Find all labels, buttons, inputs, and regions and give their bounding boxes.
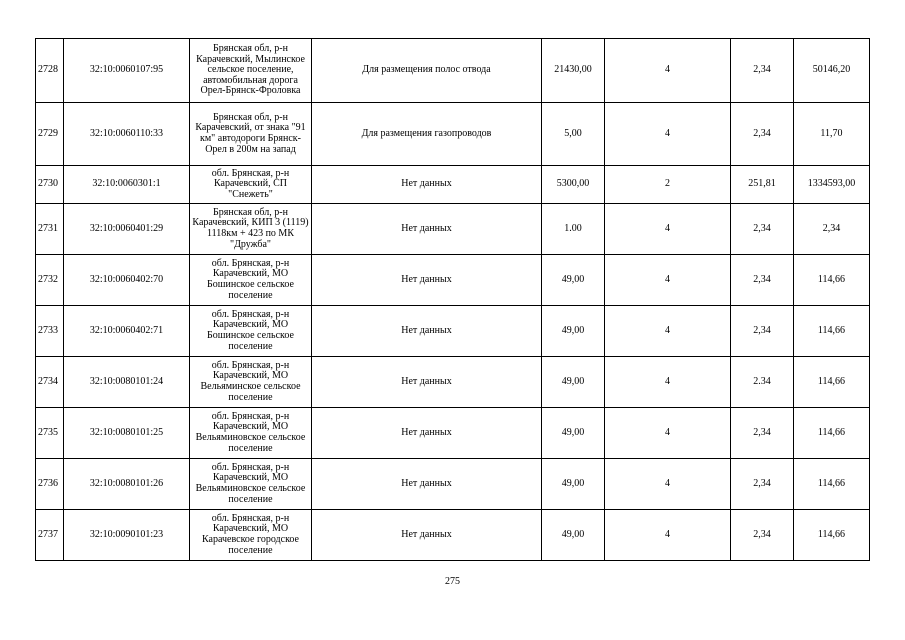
land-register-table (35, 38, 870, 561)
table-row (36, 408, 870, 459)
rate-cell: 2,34 (731, 103, 794, 166)
table-row (36, 459, 870, 510)
permitted-use-cell: Нет данных (312, 357, 542, 408)
address-cell: обл. Брянская, р-н Карачевский, СП "Снежеть" (190, 166, 312, 204)
row-number-cell: 2728 (36, 39, 64, 103)
area-cell: 49,00 (542, 306, 605, 357)
cadastral-number-cell: 32:10:0060401:29 (64, 204, 190, 255)
cadastral-value-cell: 1334593,00 (794, 166, 870, 204)
address-cell: Брянская обл, р-н Карачевский, КИП 3 (1119) 1118км + 423 по МК "Дружба" (190, 204, 312, 255)
address-cell: обл. Брянская, р-н Карачевский, МО Вельяминовское сельское поселение (190, 459, 312, 510)
rate-cell: 2.34 (731, 357, 794, 408)
cadastral-value-cell: 114,66 (794, 510, 870, 561)
address-cell: обл. Брянская, р-н Карачевский, МО Бошинское сельское поселение (190, 255, 312, 306)
usage-group-cell: 4 (605, 255, 731, 306)
permitted-use-cell: Нет данных (312, 510, 542, 561)
row-number-cell: 2736 (36, 459, 64, 510)
table-row (36, 103, 870, 166)
rate-cell: 2,34 (731, 255, 794, 306)
cadastral-value-cell: 114,66 (794, 357, 870, 408)
cadastral-number-cell: 32:10:0080101:26 (64, 459, 190, 510)
cadastral-number-cell: 32:10:0060107:95 (64, 39, 190, 103)
cadastral-value-cell: 114,66 (794, 408, 870, 459)
area-cell: 5,00 (542, 103, 605, 166)
area-cell: 21430,00 (542, 39, 605, 103)
rate-cell: 2,34 (731, 204, 794, 255)
usage-group-cell: 4 (605, 306, 731, 357)
address-cell: Брянская обл, р-н Карачевский, от знака "91 км" автодороги Брянск-Орел в 200м на запад (190, 103, 312, 166)
cadastral-value-cell: 11,70 (794, 103, 870, 166)
rate-cell: 2,34 (731, 408, 794, 459)
cadastral-value-cell: 114,66 (794, 306, 870, 357)
page-number: 275 (445, 576, 460, 587)
permitted-use-cell: Для размещения полос отвода (312, 39, 542, 103)
table-row (36, 510, 870, 561)
address-cell: обл. Брянская, р-н Карачевский, МО Карачевское городское поселение (190, 510, 312, 561)
row-number-cell: 2734 (36, 357, 64, 408)
cadastral-number-cell: 32:10:0060110:33 (64, 103, 190, 166)
cadastral-value-cell: 50146,20 (794, 39, 870, 103)
cadastral-value-cell: 114,66 (794, 255, 870, 306)
row-number-cell: 2731 (36, 204, 64, 255)
table-row (36, 306, 870, 357)
address-cell: Брянская обл, р-н Карачевский, Мылинское сельское поселение, автомобильная дорога Орел-Брянск-Фроловка (190, 39, 312, 103)
permitted-use-cell: Для размещения газопроводов (312, 103, 542, 166)
usage-group-cell: 4 (605, 459, 731, 510)
rate-cell: 2,34 (731, 459, 794, 510)
area-cell: 49,00 (542, 459, 605, 510)
table-row (36, 166, 870, 204)
usage-group-cell: 4 (605, 39, 731, 103)
table-body (36, 39, 870, 561)
cadastral-number-cell: 32:10:0080101:24 (64, 357, 190, 408)
table-row (36, 255, 870, 306)
usage-group-cell: 4 (605, 510, 731, 561)
permitted-use-cell: Нет данных (312, 459, 542, 510)
cadastral-value-cell: 2,34 (794, 204, 870, 255)
usage-group-cell: 4 (605, 357, 731, 408)
area-cell: 1.00 (542, 204, 605, 255)
rate-cell: 2,34 (731, 39, 794, 103)
usage-group-cell: 4 (605, 408, 731, 459)
permitted-use-cell: Нет данных (312, 166, 542, 204)
usage-group-cell: 4 (605, 204, 731, 255)
rate-cell: 251,81 (731, 166, 794, 204)
row-number-cell: 2737 (36, 510, 64, 561)
cadastral-value-cell: 114,66 (794, 459, 870, 510)
address-cell: обл. Брянская, р-н Карачевский, МО Вельяминовское сельское поселение (190, 408, 312, 459)
permitted-use-cell: Нет данных (312, 204, 542, 255)
area-cell: 49,00 (542, 255, 605, 306)
area-cell: 5300,00 (542, 166, 605, 204)
cadastral-number-cell: 32:10:0060301:1 (64, 166, 190, 204)
row-number-cell: 2730 (36, 166, 64, 204)
row-number-cell: 2733 (36, 306, 64, 357)
area-cell: 49,00 (542, 408, 605, 459)
usage-group-cell: 2 (605, 166, 731, 204)
table-row (36, 204, 870, 255)
address-cell: обл. Брянская, р-н Карачевский, МО Бошинское сельское поселение (190, 306, 312, 357)
area-cell: 49,00 (542, 357, 605, 408)
rate-cell: 2,34 (731, 510, 794, 561)
permitted-use-cell: Нет данных (312, 306, 542, 357)
usage-group-cell: 4 (605, 103, 731, 166)
table-row (36, 39, 870, 103)
rate-cell: 2,34 (731, 306, 794, 357)
area-cell: 49,00 (542, 510, 605, 561)
cadastral-number-cell: 32:10:0060402:70 (64, 255, 190, 306)
permitted-use-cell: Нет данных (312, 408, 542, 459)
row-number-cell: 2735 (36, 408, 64, 459)
permitted-use-cell: Нет данных (312, 255, 542, 306)
row-number-cell: 2729 (36, 103, 64, 166)
cadastral-number-cell: 32:10:0060402:71 (64, 306, 190, 357)
table-row (36, 357, 870, 408)
cadastral-number-cell: 32:10:0080101:25 (64, 408, 190, 459)
row-number-cell: 2732 (36, 255, 64, 306)
address-cell: обл. Брянская, р-н Карачевский, МО Вельяминское сельское поселение (190, 357, 312, 408)
cadastral-number-cell: 32:10:0090101:23 (64, 510, 190, 561)
